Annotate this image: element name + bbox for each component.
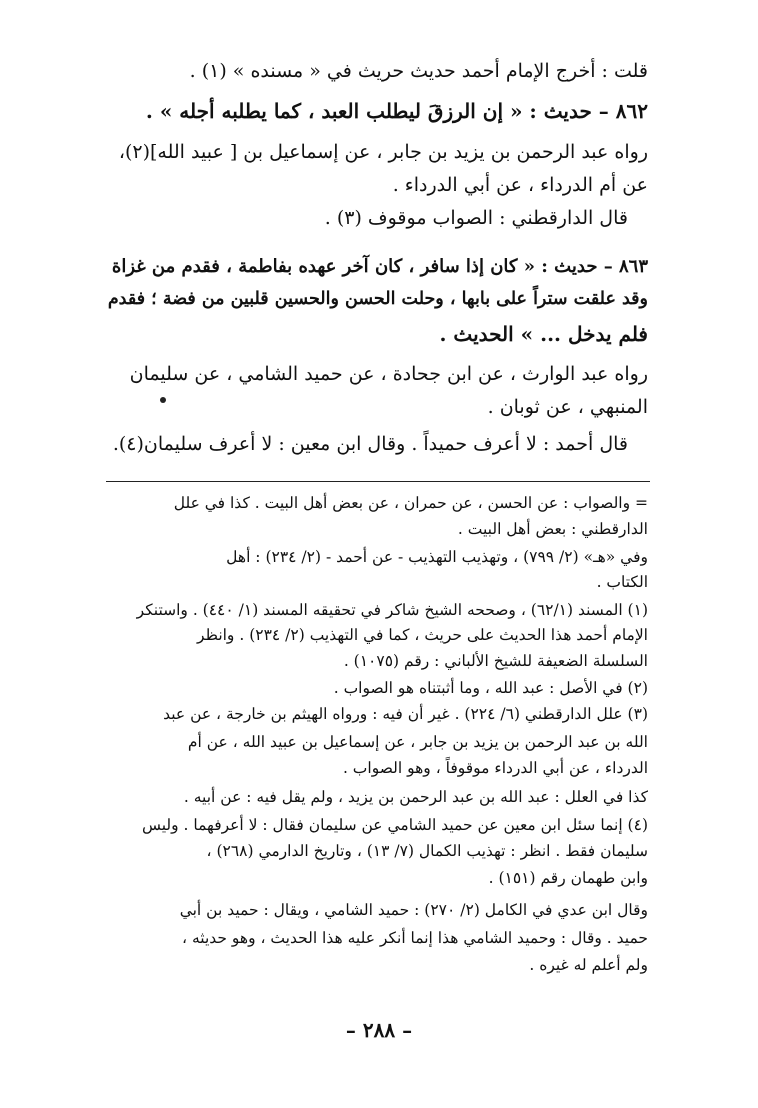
footnote-line-2: الدارقطني : بعض أهل البيت . — [457, 520, 648, 538]
footnote-line-1: = والصواب : عن الحسن ، عن حمران ، عن بعض أهل البيت . كذا في علل — [173, 494, 648, 512]
hadith-863-heading: ٨٦٣ – حديث : « كان إذا سافر ، كان آخر عهده بفاطمة ، فقدم من غزاة — [111, 256, 648, 277]
footnote-line-17: حميد . وقال : وحميد الشامي هذا إنما أنكر عليه هذا الحديث ، وهو حديثه ، — [182, 929, 648, 947]
main-line-5: قال الدارقطني : الصواب موقوف (٣) . — [324, 207, 628, 229]
footnote-line-12: كذا في العلل : عبد الله بن عبد الرحمن بن يزيد ، ولم يقل فيه : عن أبيه . — [183, 788, 648, 806]
footnote-line-6: الإمام أحمد هذا الحديث على حريث ، كما في التهذيب (٢/ ٢٣٤) . وانظر — [197, 626, 648, 644]
main-line-3: رواه عبد الرحمن بن يزيد بن جابر ، عن إسماعيل بن [ عبيد الله](٢)، — [118, 141, 648, 163]
footnote-line-18: ولم أعلم له غيره . — [529, 956, 648, 974]
footnote-line-11: الدرداء ، عن أبي الدرداء موقوفاً ، وهو الصواب . — [342, 759, 648, 777]
footnote-line-15: وابن طهمان رقم (١٥١) . — [488, 869, 648, 887]
footnote-line-14: سليمان فقط . انظر : تهذيب الكمال (٧/ ١٣) ، وتاريخ الدارمي (٢٦٨) ، — [206, 842, 648, 860]
footnote-line-13: (٤) إنما سئل ابن معين عن حميد الشامي عن سليمان فقال : لا أعرفهما . وليس — [141, 816, 648, 834]
ink-dot — [160, 397, 166, 403]
footnote-separator — [106, 481, 650, 482]
footnote-line-16: وقال ابن عدي في الكامل (٢/ ٢٧٠) : حميد الشامي ، ويقال : حميد بن أبي — [179, 901, 648, 919]
footnote-line-9: (٣) علل الدارقطني (٦/ ٢٢٤) . غير أن فيه : ورواه الهيثم بن خارجة ، عن عبد — [163, 705, 648, 723]
footnote-line-10: الله بن عبد الرحمن بن يزيد بن جابر ، عن إسماعيل بن عبيد الله ، عن أم — [187, 733, 648, 751]
main-line-1: قلت : أخرج الإمام أحمد حديث حريث في « مسنده » (١) . — [189, 60, 648, 82]
main-line-4: عن أم الدرداء ، عن أبي الدرداء . — [392, 174, 648, 196]
footnote-line-8: (٢) في الأصل : عبد الله ، وما أثبتناه هو الصواب . — [333, 679, 648, 697]
footnote-line-7: السلسلة الضعيفة للشيخ الألباني : رقم (١٠٧٥) . — [343, 652, 648, 670]
main-line-11: قال أحمد : لا أعرف حميداً . وقال ابن معين : لا أعرف سليمان(٤). — [112, 433, 628, 455]
footnote-line-3: وفي «هـ» (٢/ ٧٩٩) ، وتهذيب التهذيب - عن أحمد - (٢/ ٢٣٤) : أهل — [226, 548, 648, 566]
footnote-line-4: الكتاب . — [596, 573, 648, 591]
hadith-862-heading: ٨٦٢ – حديث : « إن الرزقَ ليطلب العبد ، كما يطلبه أجله » . — [145, 99, 648, 123]
hadith-863-line-3: فلم يدخل ... » الحديث . — [439, 322, 648, 346]
main-line-9: رواه عبد الوارث ، عن ابن جحادة ، عن حميد الشامي ، عن سليمان — [129, 363, 648, 385]
page-number: – ٢٨٨ – — [345, 1018, 413, 1042]
main-line-10: المنبهي ، عن ثوبان . — [487, 396, 648, 418]
footnote-line-5: (١) المسند (٦٢/١) ، وصححه الشيخ شاكر في تحقيقه المسند (١/ ٤٤٠) . واستنكر — [136, 601, 648, 619]
hadith-863-line-2: وقد علقت ستراً على بابها ، وحلت الحسن والحسين قلبين من فضة ؛ فقدم — [107, 289, 648, 309]
